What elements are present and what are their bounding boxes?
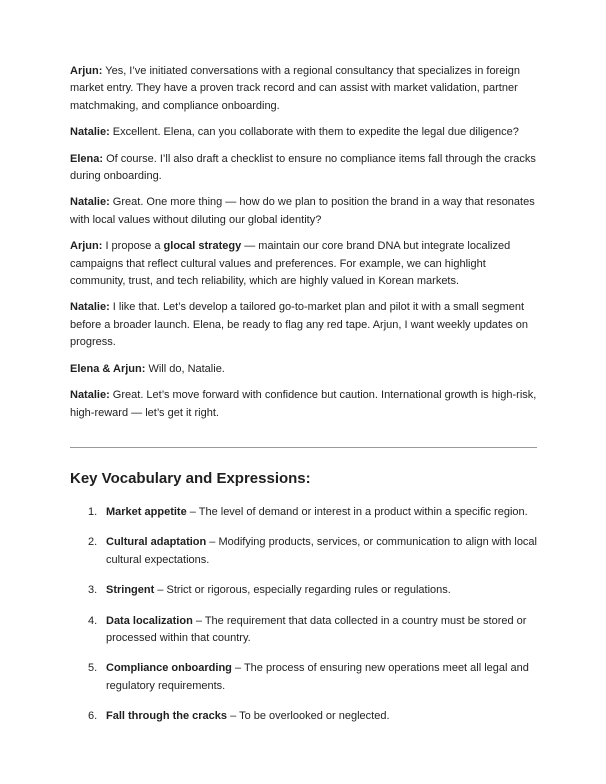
dialogue-text: I like that. Let’s develop a tailored go-to-market plan and pilot it with a small segment before a broader launch. Elena, be ready to flag any red tape. Arjun, I want weekly updates on progress. [70,301,529,349]
emphasized-term: glocal strategy [163,240,242,253]
list-item [70,660,537,695]
vocabulary-heading: Key Vocabulary and Expressions: [70,469,311,487]
speaker-name: Natalie: [70,126,110,139]
speaker-name: Arjun: [70,65,103,77]
vocabulary-definition: – Strict or rigorous, especially regarding rules or regulations. [154,584,451,597]
vocabulary-term: Compliance onboarding [106,662,232,675]
list-item-number: 4. [88,614,98,627]
list-item [70,582,537,599]
dialogue-paragraph [70,361,537,378]
dialogue-text: I propose a [102,240,164,253]
list-item-number: 3. [88,584,98,597]
dialogue-text: Great. Let’s move forward with confidence but caution. International growth is high-risk, high-reward — let’s get it right. [70,389,537,419]
dialogue-paragraph [70,387,537,422]
list-item-body [106,534,537,569]
vocabulary-definition: – To be overlooked or neglected. [227,710,390,723]
speaker-name: Arjun: [70,240,103,253]
dialogue-paragraph [70,299,537,351]
list-item-body [106,708,537,725]
dialogue-text: Of course. I’ll also draft a checklist to ensure no compliance items fall through the cracks during onboarding. [70,152,536,183]
speaker-name: Natalie: [70,301,110,314]
dialogue-paragraph [70,151,537,186]
dialogue-text: Excellent. Elena, can you collaborate with them to expedite the legal due diligence? [109,126,519,139]
vocabulary-term: Market appetite [106,505,187,518]
list-item-number: 5. [88,662,98,675]
section-divider [70,447,537,448]
vocabulary-definition: – The process of ensuring new operations meet all legal and regulatory requirements. [106,662,529,692]
list-item-body [106,504,537,521]
list-item [70,708,537,725]
dialogue-text: Great. One more thing — how do we plan to position the brand in a way that resonates with local values without diluting our global identity? [70,196,535,226]
dialogue-paragraph [70,63,537,115]
vocabulary-term: Fall through the cracks [106,710,228,723]
list-item [70,534,537,569]
dialogue-text: Yes, I’ve initiated conversations with a regional consultancy that specializes in foreign market entry. They have a proven track record and can assist with market validation, partner matchmaking, and compliance onboarding. [70,65,521,112]
list-item-body [106,613,537,648]
dialogue-text: — maintain our core brand DNA but integrate localized campaigns that reflect cultural values and preferences. For example, we can highlight community, trust, and tech reliability, which are highly valued in Korean markets. [70,240,511,288]
dialogue-paragraph [70,124,537,141]
vocabulary-term: Stringent [106,584,155,597]
vocabulary-definition: – The level of demand or interest in a product within a specific region. [186,505,528,518]
dialogue-paragraph [70,194,537,229]
vocabulary-list [70,504,537,726]
list-item-body [106,660,537,695]
list-item [70,613,537,648]
speaker-name: Natalie: [70,389,110,402]
list-item-body [106,582,537,599]
list-item-number: 6. [88,710,98,723]
speaker-name: Elena: [70,152,104,165]
list-item-number: 2. [88,536,98,549]
vocabulary-definition: – Modifying products, services, or communication to align with local cultural expectations. [106,536,537,566]
dialogue-text: Will do, Natalie. [145,362,225,375]
speaker-name: Natalie: [70,196,110,209]
vocabulary-term: Cultural adaptation [106,536,207,549]
list-item-number: 1. [88,505,98,518]
vocabulary-definition: – The requirement that data collected in a country must be stored or processed within that country. [106,614,527,644]
dialogue-paragraph [70,238,537,290]
vocabulary-term: Data localization [106,614,193,627]
speaker-name: Elena & Arjun: [70,362,146,375]
list-item [70,504,537,521]
